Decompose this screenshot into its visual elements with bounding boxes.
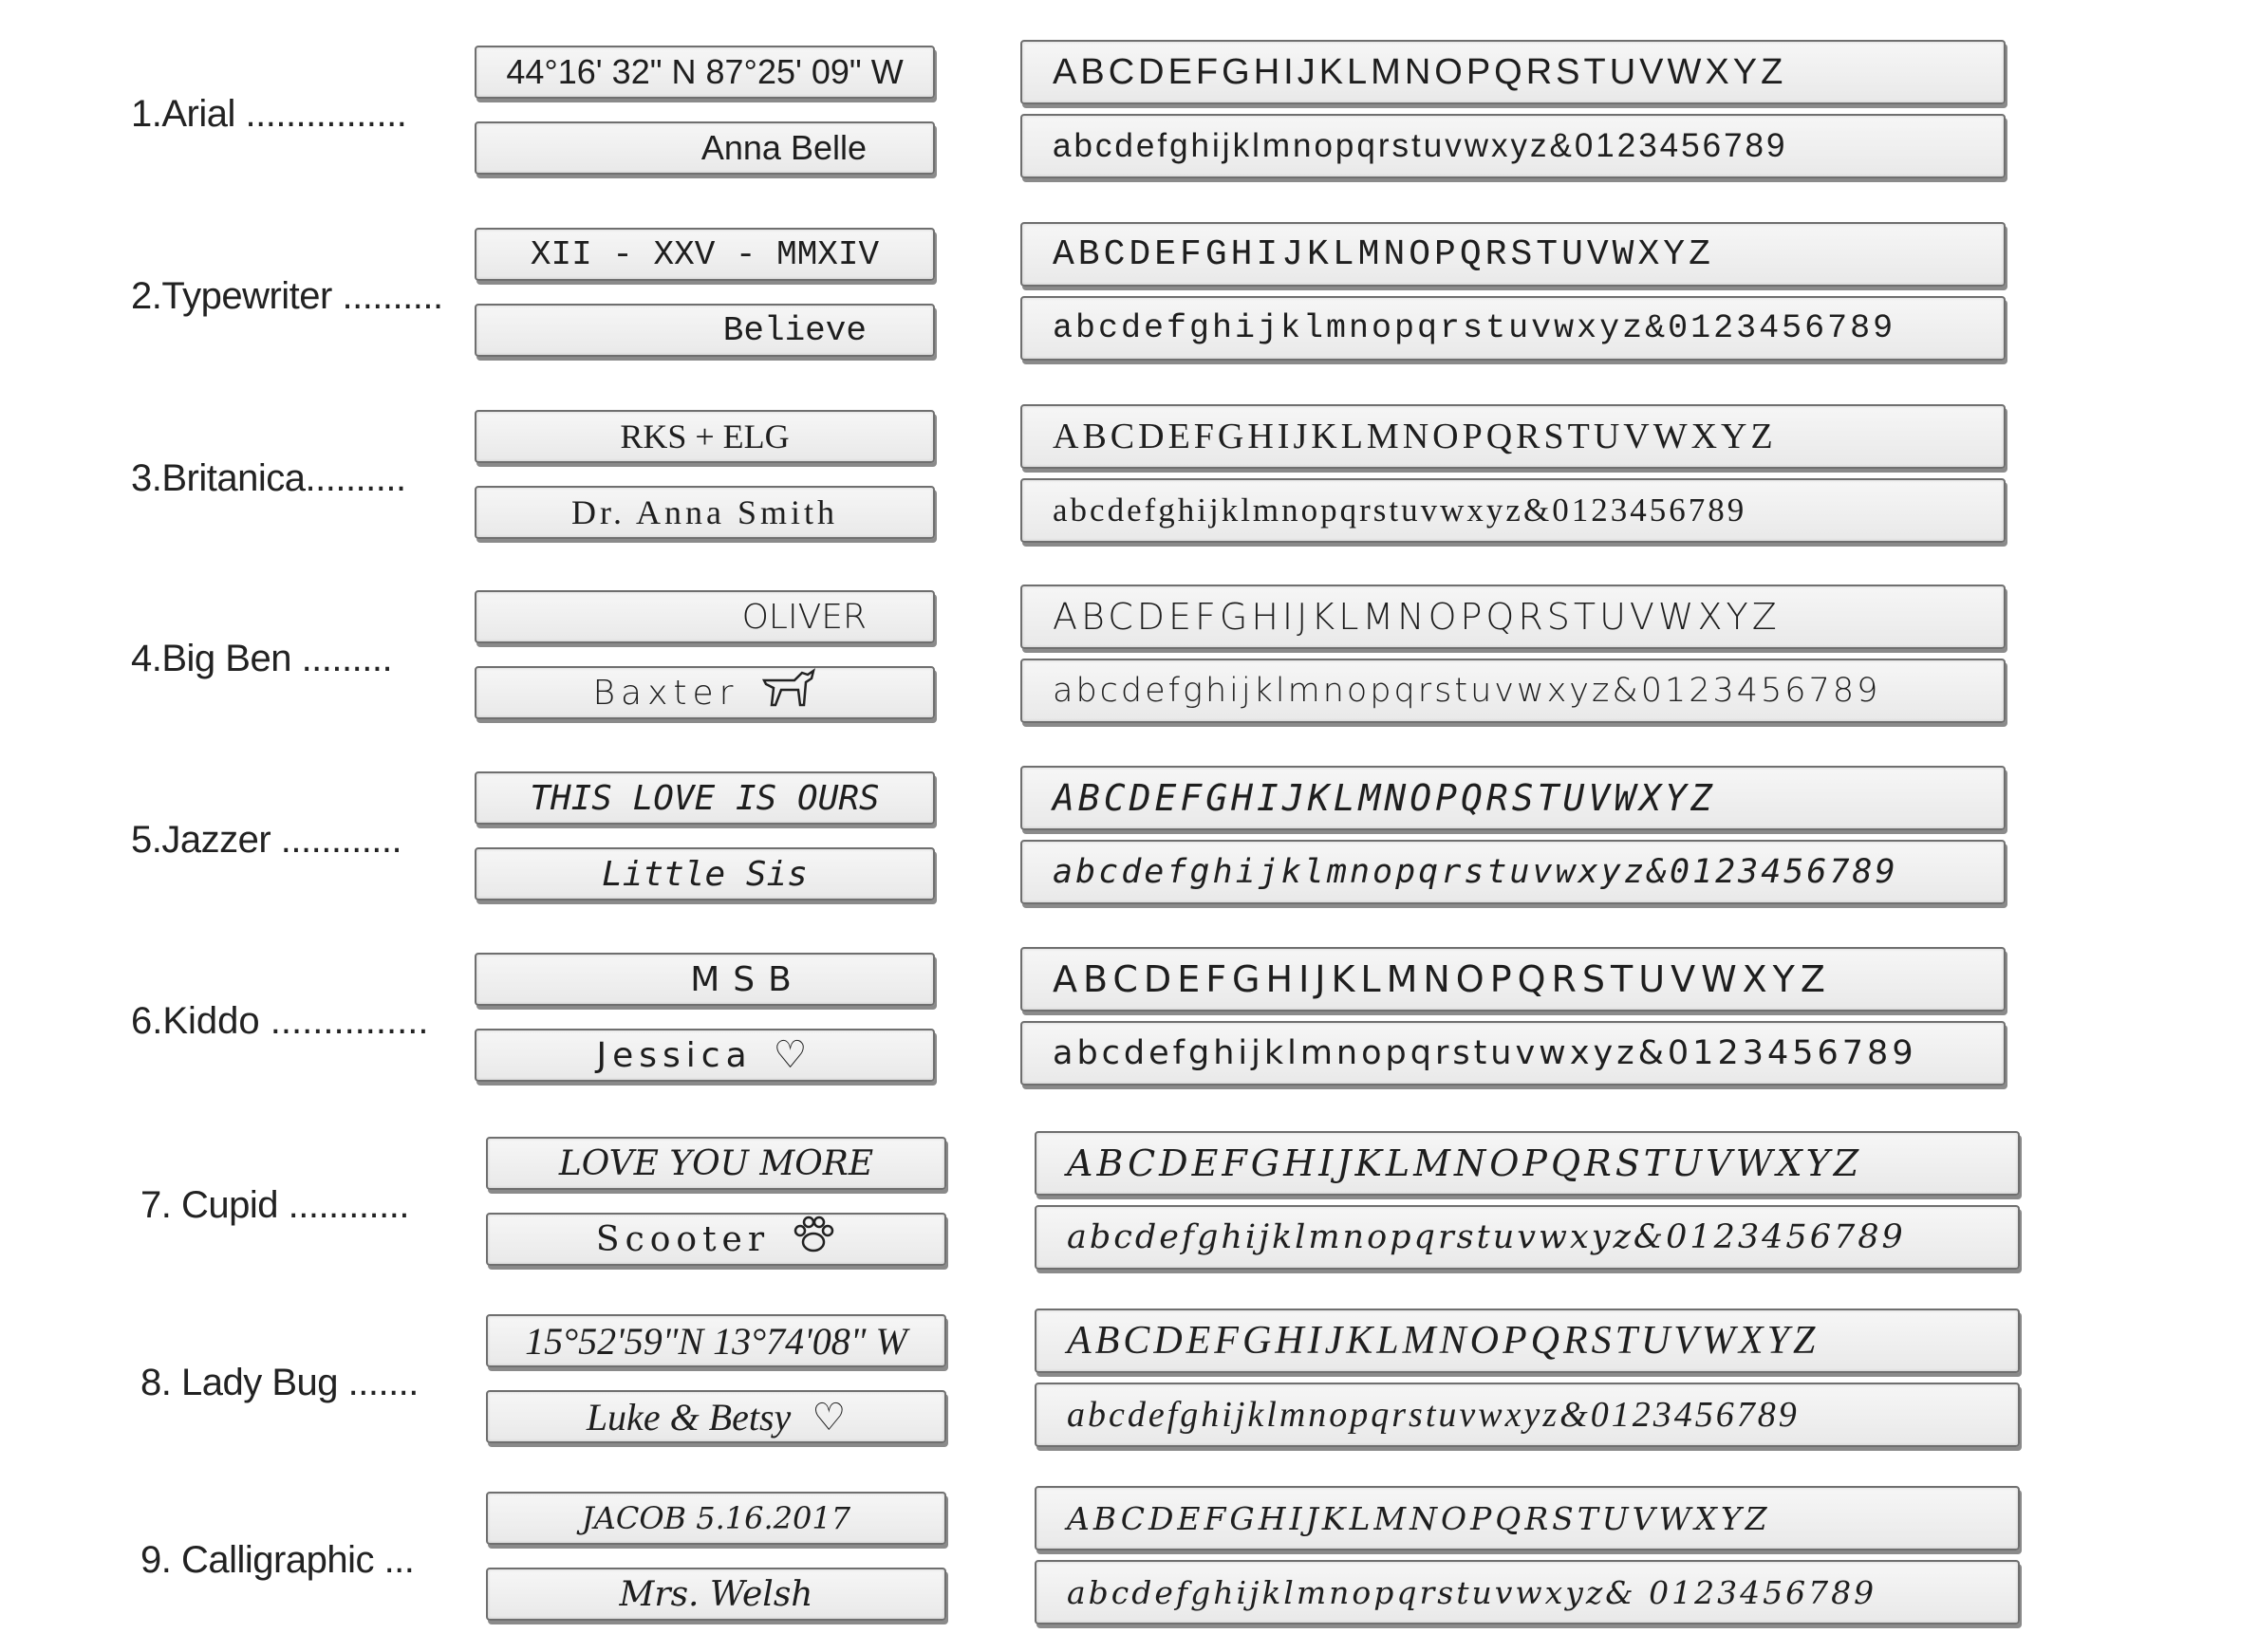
- sample-plate-2: [475, 847, 935, 900]
- sample-text: Jessica: [596, 1035, 753, 1075]
- paw-icon: [791, 1214, 836, 1265]
- lowercase-plate: abcdefghijklmnopqrstuvwxyz&0123456789: [1035, 1383, 2020, 1447]
- sample-plate-2: [475, 304, 935, 357]
- sample-plate-1: JACOB 5.16.2017: [486, 1492, 946, 1545]
- sample-plate-1: RKS + ELG: [475, 410, 935, 463]
- font-row-calligraphic: [0, 1492, 2259, 1634]
- sample-plate-1: 15°52'59"N 13°74'08" W: [486, 1314, 946, 1367]
- sample-plate-2: [475, 1029, 935, 1082]
- uppercase-plate: ABCDEFGHIJKLMNOPQRSTUVWXYZ: [1020, 222, 2006, 287]
- lowercase-plate: abcdefghijklmnopqrstuvwxyz&0123456789: [1035, 1205, 2020, 1270]
- heart-icon: ♡: [773, 1033, 813, 1077]
- sample-text: OLIVER: [741, 597, 867, 637]
- lowercase-plate: abcdefghijklmnopqrstuvwxyz&0123456789: [1020, 296, 2006, 361]
- font-label: 2.Typewriter ..........: [131, 275, 443, 317]
- uppercase-plate: ABCDEFGHIJKLMNOPQRSTUVWXYZ: [1020, 404, 2006, 469]
- sample-plate-2: [475, 666, 935, 719]
- sample-text: Mrs. Welsh: [619, 1574, 813, 1614]
- font-row-britanica: [0, 410, 2259, 552]
- uppercase-plate: ABCDEFGHIJKLMNOPQRSTUVWXYZ: [1035, 1309, 2020, 1373]
- lowercase-plate: abcdefghijklmnopqrstuvwxyz&0123456789: [1020, 478, 2006, 543]
- sample-plate-2: [486, 1568, 946, 1621]
- dog-icon: [760, 667, 817, 718]
- sample-plate-2: [486, 1213, 946, 1266]
- lowercase-plate: abcdefghijklmnopqrstuvwxyz&0123456789: [1020, 840, 2006, 904]
- sample-text: Baxter: [592, 673, 739, 713]
- font-label: 4.Big Ben .........: [131, 638, 393, 679]
- font-label: 3.Britanica..........: [131, 457, 406, 499]
- sample-plate-1: THIS LOVE IS OURS: [475, 771, 935, 825]
- sample-text: Little Sis: [602, 854, 808, 894]
- uppercase-plate: ABCDEFGHIJKLMNOPQRSTUVWXYZ: [1020, 766, 2006, 830]
- lowercase-plate: abcdefghijklmnopqrstuvwxyz& 0123456789: [1035, 1560, 2020, 1624]
- font-row-kiddo: [0, 953, 2259, 1095]
- font-label: 7. Cupid ............: [140, 1184, 409, 1226]
- sample-plate-1: 44°16' 32" N 87°25' 09" W: [475, 46, 935, 99]
- font-label: 1.Arial ................: [131, 93, 407, 135]
- sample-text: Anna Belle: [700, 128, 867, 167]
- font-row-cupid: [0, 1137, 2259, 1279]
- sample-plate-2: [475, 121, 935, 175]
- lowercase-plate: abcdefghijklmnopqrstuvwxyz&0123456789: [1020, 1021, 2006, 1086]
- font-row-typewriter: [0, 228, 2259, 370]
- font-label: 6.Kiddo ...............: [131, 1000, 429, 1042]
- sample-plate-1: LOVE YOU MORE: [486, 1137, 946, 1190]
- sample-plate-2: [475, 486, 935, 539]
- font-row-jazzer: [0, 771, 2259, 914]
- uppercase-plate: ABCDEFGHIJKLMNOPQRSTUVWXYZ: [1035, 1486, 2020, 1550]
- sample-text: Scooter: [595, 1219, 771, 1259]
- font-label: 9. Calligraphic ...: [140, 1539, 415, 1581]
- lowercase-plate: abcdefghijklmnopqrstuvwxyz&0123456789: [1020, 114, 2006, 178]
- heart-icon: ♡: [812, 1395, 847, 1439]
- sample-plate-1: [475, 953, 935, 1006]
- uppercase-plate: ABCDEFGHIJKLMNOPQRSTUVWXYZ: [1020, 40, 2006, 104]
- lowercase-plate: abcdefghijklmnopqrstuvwxyz&0123456789: [1020, 659, 2006, 723]
- sample-text: Luke & Betsy: [586, 1395, 792, 1439]
- sample-text: Believe: [722, 310, 867, 350]
- sample-text: Dr. Anna Smith: [570, 493, 839, 531]
- sample-plate-1: XII - XXV - MMXIV: [475, 228, 935, 281]
- font-label: 5.Jazzer ............: [131, 819, 402, 861]
- sample-plate-1: [475, 590, 935, 643]
- sample-text: MSB: [690, 959, 805, 999]
- font-row-arial: [0, 46, 2259, 188]
- font-label: 8. Lady Bug .......: [140, 1362, 419, 1403]
- sample-plate-2: [486, 1390, 946, 1443]
- font-row-big-ben: [0, 590, 2259, 733]
- uppercase-plate: ABCDEFGHIJKLMNOPQRSTUVWXYZ: [1035, 1131, 2020, 1196]
- uppercase-plate: ABCDEFGHIJKLMNOPQRSTUVWXYZ: [1020, 585, 2006, 649]
- font-row-lady-bug: [0, 1314, 2259, 1457]
- uppercase-plate: ABCDEFGHIJKLMNOPQRSTUVWXYZ: [1020, 947, 2006, 1012]
